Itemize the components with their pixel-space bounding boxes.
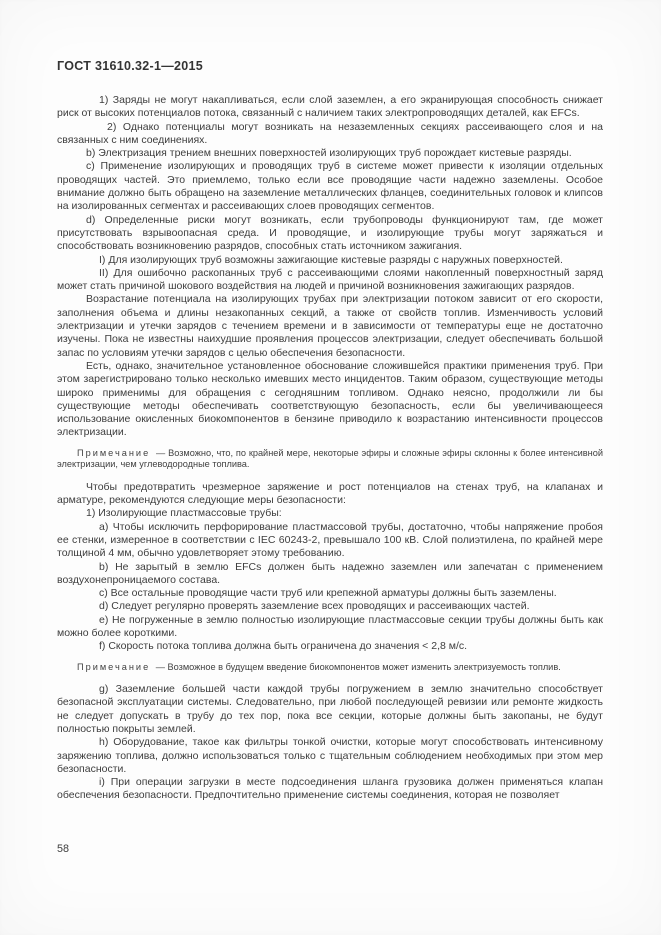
note (57, 662, 603, 674)
standard-number: ГОСТ 31610.32-1—2015 (57, 59, 204, 73)
paragraph: I) Для изолирующих труб возможны зажигающие кистевые разряды с наружных поверхностей. (99, 253, 563, 266)
paragraph: g) Заземление большей части каждой трубы погружением в землю значительно способствует безопасной эксплуатации системы. Следовательно, при любой последующей ревизии или ремонте жидкость не следует допускать в трубу до тех пор, пока все секции, которые должны быть закопаны, не будут полностью покрыты землей. (57, 683, 603, 735)
note-text: — Возможное в будущем введение биокомпонентов может изменить электризуемость топлив. (155, 661, 561, 672)
paragraph: c) Применение изолирующих и проводящих труб в системе может привести к изоляции отдельных проводящих частей. Это приемлемо, только если все проводящие части надежно заземлены. Особое внимание должно быть обращено на заземление металлических фланцев, соединительных головок и клипсов на изолированных сегментах и рассеивающих слоев проводящих сегментов. (57, 160, 603, 213)
page-number: 58 (57, 843, 70, 855)
body-text (57, 94, 603, 803)
paragraph: Чтобы предотвратить чрезмерное заряжение и рост потенциалов на стенах труб, на клапанах и арматуре, рекомендуются следующие меры безопасности: (57, 480, 603, 507)
paragraph: i) При операции загрузки в месте подсоединения шланга грузовика должен применяться клапан обеспечения безопасности. Предпочтительно применение системы соединения, которая не позволяет (57, 776, 603, 802)
paragraph: b) Не зарытый в землю EFCs должен быть надежно заземлен или запечатан с применением воздухонепроницаемого состава. (57, 560, 603, 586)
paragraph: Есть, однако, значительное установленное обоснование сложившейся практики применения труб. При этом зарегистрировано только несколько имевших место инцидентов. Таким образом, существующие методы широко применимы для обращения с сегодняшним топливом. Однако неясно, продолжили ли бы существующие методы обеспечивать соответствующую безопасность, если бы увеличивающееся использование окисленных биокомпонентов в бензине приводило к возрастанию интенсивности процессов электризации. (57, 359, 603, 439)
paragraph: Возрастание потенциала на изолирующих трубах при электризации потоком зависит от его скорости, заполнения объема и длины незакопанных секций, а также от свойств топлив. Изменчивость условий электризации и утечки зарядов с течением времени и в зависимости от температуры еще не достаточно изучены. Пока не известны наихудшие проявления процессов электризации, следует обеспечивать большой запас по условиям утечки зарядов с целью обеспечения безопасности. (57, 293, 603, 359)
note-text: — Возможно, что, по крайней мере, некоторые эфиры и сложные эфиры склонны к более интенсивной электризации, чем углеводородные топлива. (57, 447, 603, 470)
paragraph: 2) Однако потенциалы могут возникать на незаземленных секциях рассеивающего слоя и на связанных с ним соединениях. (57, 120, 603, 146)
paragraph: d) Следует регулярно проверять заземление всех проводящих и рассеивающих частей. (99, 600, 530, 613)
paragraph: c) Все остальные проводящие части труб или крепежной арматуры должны быть заземлены. (99, 587, 557, 600)
paragraph: d) Определенные риски могут возникать, если трубопроводы функционируют там, где может присутствовать взрывоопасная среда. И проводящие, и изолирующие трубы могут заряжаться и способствовать возникновению разрядов, способных стать источником зажигания. (57, 213, 603, 253)
paragraph: 1) Заряды не могут накапливаться, если слой заземлен, а его экранирующая способность снижает риск от высоких потенциалов потока, связанный с наличием таких электропроводящих деталей, как EFCs. (57, 94, 603, 120)
note-label: Примечание (77, 661, 151, 672)
paragraph: b) Электризация трением внешних поверхностей изолирующих труб порождает кистевые разряды. (86, 147, 572, 160)
note (57, 448, 603, 471)
note-label: Примечание (77, 447, 151, 458)
paragraph: f) Скорость потока топлива должна быть ограничена до значения < 2,8 м/с. (99, 640, 468, 653)
paragraph: e) Не погруженные в землю полностью изолирующие пластмассовые секции трубы должны быть как можно более короткими. (57, 613, 603, 639)
paragraph: a) Чтобы исключить перфорирование пластмассовой трубы, достаточно, чтобы напряжение пробоя ее стенки, измеренное в соответствии с IEC 60243-2, превышало 100 кВ. Слой полиэтилена, по крайней мере толщиной 4 мм, обычно удовлетворяет этому требованию. (57, 520, 603, 560)
paragraph: II) Для ошибочно раскопанных труб с рассеивающими слоями накопленный поверхностный заряд может стать причиной шокового воздействия на людей и причиной возникновения зажигающих разрядов. (57, 266, 603, 293)
paragraph: h) Оборудование, такое как фильтры тонкой очистки, которые могут способствовать интенсивному заряжению топлива, должно использоваться только с тщательным соблюдением необходимых при этом мер безопасности. (57, 736, 603, 775)
paragraph: 1) Изолирующие пластмассовые трубы: (86, 507, 282, 520)
